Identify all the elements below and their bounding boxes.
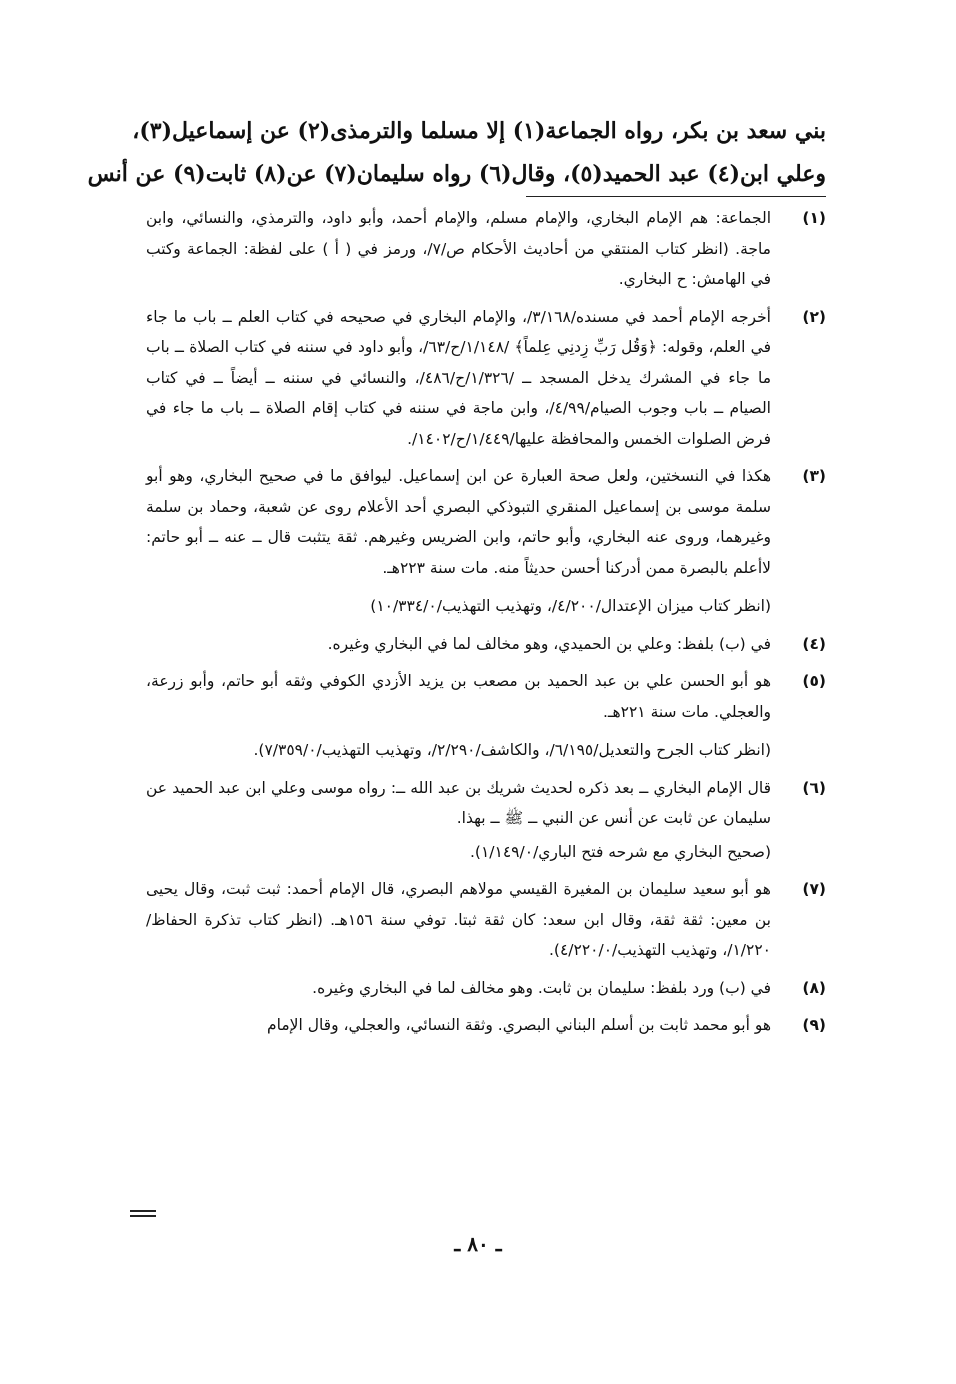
continuation-mark [130,1210,156,1218]
footnote-text: هو أبو سعيد سليمان بن المغيرة القيسي مولاهم البصري، قال الإمام أحمد: ثبت ثبت، وقال يحيى بن معين: ثقة ثقة، وقال ابن سعد: كان ثقة ثبتا. توفي سنة ١٥٦هـ. (انظر كتاب تذكرة الحفاظ/١/٢٢٠/، وتهذيب التهذيب/٤/٢٢٠/٠). [146,880,771,959]
footnote-reference: (انظر كتاب ميزان الإعتدال/٤/٢٠٠/، وتهذيب التهذيب/١٠/٣٣٤/٠) [370,597,771,615]
footnote-body [146,773,771,871]
footnote-number: (٣) [802,467,826,485]
footnote-text: في (ب) ورد بلفظ: سليمان بن ثابت. وهو مخالف لما في البخاري وغيره. [312,978,771,997]
footnote-number: (٨) [802,978,826,997]
footnote-4 [146,629,826,663]
footnote-7 [146,874,826,969]
page-number: ـ ٨٠ ـ [454,1232,502,1256]
page-content [87,110,826,1048]
footnote-6 [146,773,826,871]
footnote-reference: (انظر كتاب الجرح والتعديل/٦/١٩٥/، والكاشف/٢/٢٩٠/، وتهذيب التهذيب/٧/٣٥٩/٠). [253,741,771,759]
footnote-body [146,629,771,663]
footnote-text: في (ب) بلفظ: وعلي بن الحميدي، وهو مخالف لما في البخاري وغيره. [327,634,771,653]
footnote-number: (٦) [802,778,826,797]
footnote-body [146,666,771,769]
footnote-number: (٩) [802,1016,826,1034]
footnote-2 [146,302,826,458]
footnote-5 [146,666,826,769]
footnotes [146,203,826,1044]
main-text-line-2: وعلي ابن(٤) عبد الحميد(٥)، وقال(٦) رواه سليمان(٧) عن(٨) ثابت(٩) عن أنس [87,161,826,187]
footnote-1 [146,203,826,298]
footnote-text: هكذا في النسختين، ولعل صحة العبارة عن ابن إسماعيل. ليوافق ما في صحيح البخاري، وهو أبو سلمة موسى بن إسماعيل المنقري التبوذكي البصري أحد الأعلام روى عن شعبة، وحماد بن سلمة وغيرهما، وروى عنه البخاري، وأبو حاتم، وابن الضريس وغيرهم. ثقة يتثبت قال ــ عنه ــ أبو حاتم: لاأعلم بالبصرة ممن أدركنا أحسن حديثاً منه. مات سنة ٢٢٣هـ. [146,467,771,577]
footnote-text: هو أبو محمد ثابت بن أسلم البناني البصري. وثقة النسائي، والعجلي، وقال الإمام [267,1016,771,1034]
footnote-body [146,203,771,298]
footnote-reference: (صحيح البخاري مع شرحه فتح الباري/١/١٤٩/٠). [470,842,771,861]
footnote-body [146,302,771,458]
footnote-body [146,874,771,969]
footnote-text: الجماعة: هم الإمام البخاري، والإمام مسلم، والإمام أحمد، وأبو داود، والترمذي، والنسائي، وابن ماجة. (انظر كتاب المنتقي من أحاديث الأحكام ص/٧/، ورمز في ( أ ) على لفظة: الجماعة وكتب في الهامش: ح البخاري. [146,209,771,288]
footnote-body [146,461,771,625]
footnote-text: هو أبو الحسن علي بن عبد الحميد بن مصعب بن يزيد الأزدي الكوفي وثقه أبو حاتم، وأبو زرعة، والعجلي. مات سنة ٢٢١هـ. [146,672,771,721]
footnote-9 [146,1010,826,1044]
footnote-body [146,1010,771,1044]
main-text [87,110,826,196]
footnote-number: (١) [802,209,826,227]
footnote-number: (٥) [802,672,826,690]
continuation-mark-line [130,1215,156,1217]
footnote-body [146,973,771,1007]
footnote-8 [146,973,826,1007]
footnote-text: أخرجه الإمام أحمد في مسنده/٣/١٦٨/، والإمام البخاري في صحيحه في كتاب العلم ــ باب ما جاء في العلم، وقوله: ﴿وَقُل رَبِّ زِدنِي عِلماً﴾ /١/١٤٨/ح/٦٣/، وأبو داود في سننه في كتاب الصلاة ــ باب ما جاء في المشرك يدخل المسجد ــ /١/٣٢٦/ح/٤٨٦/، والنسائي في سننه ــ أيضاً ــ في كتاب الصيام ــ باب وجوب الصيام/٤/٩٩/، وابن ماجة في سننه في كتاب إقام الصلاة ــ باب ما جاء في فرض الصلوات الخمس والمحافظة عليها/١/٤٤٩/ح/١٤٠٢/. [146,307,771,448]
footnote-number: (٧) [802,880,826,898]
continuation-mark-line [130,1210,156,1212]
footnote-3 [146,461,826,625]
main-text-line-1: بني سعد بن بكر، رواه الجماعة(١) إلا مسلما والترمذى(٢) عن إسماعيل(٣)، [132,118,826,144]
footnote-number: (٢) [802,307,826,326]
footnote-text: قال الإمام البخاري ــ بعد ذكره لحديث شريك بن عبد الله ــ: رواه موسى وعلي ابن عبد الحميد عن سليمان عن ثابت عن أنس عن النبي ــ ﷺ ــ بهذا. [146,778,771,827]
footnote-number: (٤) [802,634,826,653]
footnote-separator [526,196,826,197]
